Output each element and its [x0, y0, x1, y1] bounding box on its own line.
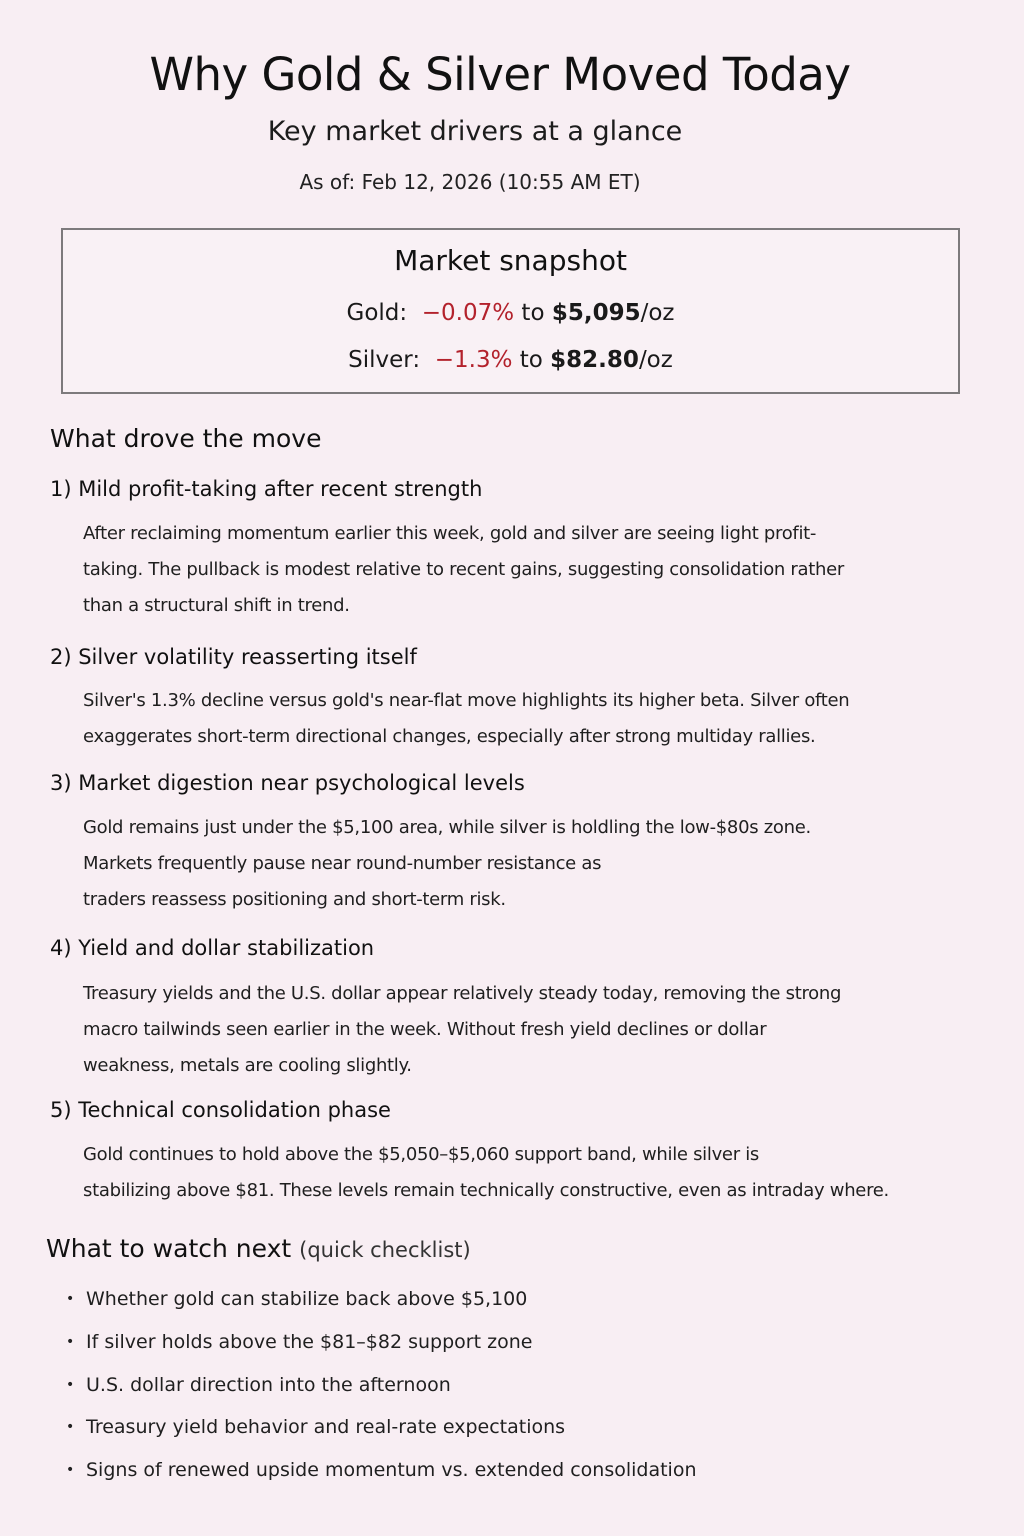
- driver-1-title: 1) Mild profit-taking after recent strength: [50, 477, 483, 501]
- driver-3-line: traders reassess positioning and short-term risk.: [83, 889, 506, 910]
- driver-5-line: stabilizing above $81. These levels remain technically constructive, even as intraday where.: [83, 1180, 889, 1201]
- snapshot-title: Market snapshot: [394, 244, 627, 277]
- checklist-item: [66, 1366, 697, 1409]
- checklist-item-text: If silver holds above the $81–$82 support zone: [86, 1330, 533, 1353]
- watch-heading-note: (quick checklist): [299, 1238, 471, 1262]
- watch-heading-row: [46, 1234, 471, 1263]
- driver-1-line: than a structural shift in trend.: [83, 595, 350, 616]
- driver-1-line: After reclaiming momentum earlier this week, gold and silver are seeing light profit-: [83, 523, 817, 544]
- driver-3-line: Markets frequently pause near round-number resistance as: [83, 853, 602, 874]
- silver-connector: to: [519, 347, 543, 373]
- watch-heading: What to watch next: [46, 1234, 292, 1263]
- bullet-icon: •: [66, 1462, 75, 1479]
- driver-4-line: Treasury yields and the U.S. dollar appear relatively steady today, removing the strong: [83, 983, 842, 1004]
- gold-connector: to: [521, 300, 545, 326]
- driver-4-title: 4) Yield and dollar stabilization: [50, 936, 375, 960]
- bullet-icon: •: [66, 1376, 75, 1393]
- checklist-item-text: Treasury yield behavior and real-rate expectations: [86, 1416, 566, 1439]
- gold-change: −0.07%: [421, 300, 515, 326]
- driver-2-title: 2) Silver volatility reasserting itself: [50, 645, 417, 669]
- silver-price: $82.80: [550, 347, 639, 373]
- driver-2-line: exaggerates short-term directional changes, especially after strong multiday rallies.: [83, 726, 816, 747]
- driver-4-line: macro tailwinds seen earlier in the week. Without fresh yield declines or dollar: [83, 1019, 767, 1040]
- bullet-icon: •: [66, 1419, 75, 1436]
- silver-unit: /oz: [638, 347, 673, 373]
- driver-3-body: [83, 810, 983, 918]
- page-title: Why Gold & Silver Moved Today: [149, 48, 851, 101]
- checklist-item: [66, 1323, 697, 1366]
- checklist-item: [66, 1280, 697, 1323]
- silver-snapshot-row: [63, 347, 958, 373]
- driver-3-line: Gold remains just under the $5,100 area, while silver is holdling the low-$80s zone.: [83, 817, 811, 838]
- bullet-icon: •: [66, 1333, 75, 1350]
- page-subtitle: Key market drivers at a glance: [267, 116, 683, 147]
- watch-checklist: [66, 1280, 697, 1494]
- checklist-item: [66, 1451, 697, 1494]
- silver-change: −1.3%: [434, 347, 513, 373]
- driver-2-body: [83, 683, 983, 755]
- driver-5-line: Gold continues to hold above the $5,050–$5,060 support band, while silver is: [83, 1144, 760, 1165]
- gold-unit: /oz: [640, 300, 675, 326]
- checklist-item-text: Whether gold can stabilize back above $5,100: [86, 1288, 528, 1310]
- driver-4-line: weakness, metals are cooling slightly.: [83, 1055, 412, 1076]
- driver-1-body: [83, 516, 983, 624]
- as-of-timestamp: As of: Feb 12, 2026 (10:55 AM ET): [299, 170, 641, 194]
- checklist-item: [66, 1408, 697, 1451]
- gold-label: Gold:: [346, 300, 408, 326]
- checklist-item-text: U.S. dollar direction into the afternoon: [86, 1373, 451, 1396]
- gold-price: $5,095: [551, 300, 641, 326]
- driver-5-title: 5) Technical consolidation phase: [50, 1098, 391, 1122]
- gold-snapshot-row: [63, 300, 958, 326]
- driver-3-title: 3) Market digestion near psychological levels: [50, 771, 525, 795]
- drivers-heading: What drove the move: [50, 424, 322, 453]
- checklist-item-text: Signs of renewed upside momentum vs. extended consolidation: [86, 1459, 697, 1482]
- silver-label: Silver:: [348, 347, 421, 373]
- driver-1-line: taking. The pullback is modest relative to recent gains, suggesting consolidation rather: [83, 559, 845, 580]
- bullet-icon: •: [66, 1291, 75, 1307]
- driver-4-body: [83, 976, 983, 1084]
- market-snapshot-box: [61, 228, 960, 394]
- driver-5-body: [83, 1137, 983, 1209]
- driver-2-line: Silver's 1.3% decline versus gold's near-flat move highlights its higher beta. Silver often: [83, 690, 850, 711]
